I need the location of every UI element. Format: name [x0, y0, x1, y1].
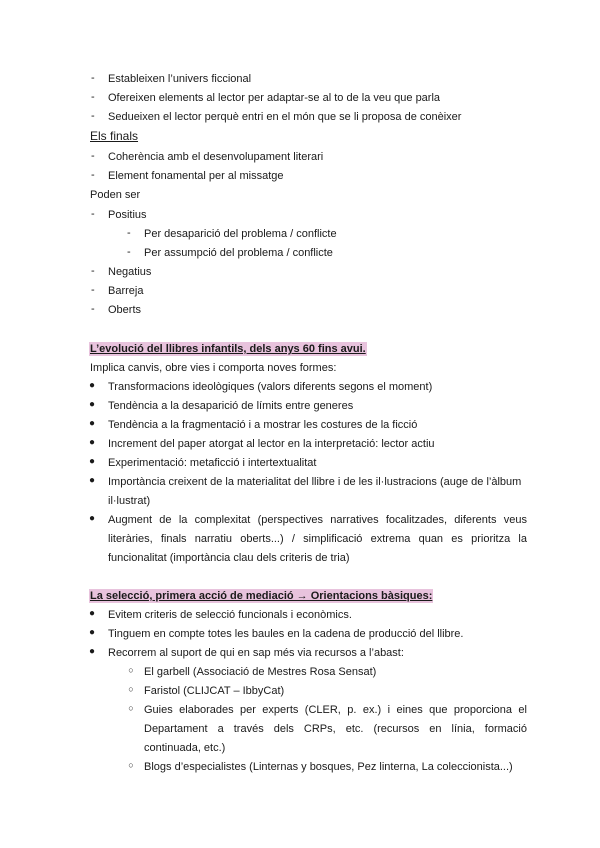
- dash-marker: -: [91, 303, 95, 315]
- bullet-marker: ●: [88, 399, 96, 410]
- circle-marker: ○: [128, 665, 134, 675]
- evolucio-complexitat-line: funcionalitat (importància clau dels criteris de tria): [108, 552, 350, 564]
- bullet-marker: ●: [88, 456, 96, 467]
- dash-marker: -: [91, 284, 95, 296]
- circle-marker: ○: [128, 703, 134, 713]
- evolucio-intro: Implica canvis, obre vies i comporta noves formes:: [90, 362, 337, 374]
- bullet-marker: ●: [88, 513, 96, 524]
- dash-marker: -: [91, 208, 95, 220]
- evolucio-complexitat-line: literàries, finals narratiu oberts...) / simplificació extrema quan es prioritza la: [108, 533, 527, 545]
- evolucio-item: Experimentació: metaficció i intertextualitat: [108, 457, 317, 469]
- dash-marker: -: [91, 150, 95, 162]
- evolucio-item: Tendència a la desaparició de límits entre generes: [108, 400, 354, 412]
- intro-item: Estableixen l’univers ficcional: [108, 73, 252, 85]
- evolucio-heading: L’evolució del llibres infantils, dels anys 60 fins avui.: [90, 343, 366, 355]
- finals-other: Negatius: [108, 266, 152, 278]
- finals-heading: Els finals: [90, 129, 139, 143]
- evolucio-complexitat-line: Augment de la complexitat (perspectives narratives focalitzades, diferents veus: [108, 514, 527, 526]
- circle-marker: ○: [128, 760, 134, 770]
- evolucio-materialitat-line: Importància creixent de la materialitat del llibre i de les il·lustracions (auge de l’àlbum: [108, 476, 522, 488]
- positius-subitem: Per assumpció del problema / conflicte: [144, 247, 333, 259]
- finals-item: Element fonamental per al missatge: [108, 170, 284, 182]
- seleccio-subitem: El garbell (Associació de Mestres Rosa Sensat): [144, 666, 377, 678]
- seleccio-heading: La selecció, primera acció de mediació → Orientacions bàsiques:: [90, 590, 433, 602]
- bullet-marker: ●: [88, 627, 96, 638]
- poden-ser-label: Poden ser: [90, 189, 141, 201]
- dash-marker: -: [91, 169, 95, 181]
- seleccio-guies-line: continuada, etc.): [144, 742, 226, 754]
- evolucio-item: Tendència a la fragmentació i a mostrar les costures de la ficció: [108, 419, 418, 431]
- bullet-marker: ●: [88, 646, 96, 657]
- intro-item: Sedueixen el lector perquè entri en el món que se li proposa de conèixer: [108, 111, 462, 123]
- finals-other: Oberts: [108, 304, 142, 316]
- intro-item: Ofereixen elements al lector per adaptar-se al to de la veu que parla: [108, 92, 441, 104]
- seleccio-guies-line: Guies elaborades per experts (CLER, p. ex.) i eines que proporciona el: [144, 704, 527, 716]
- finals-item: Coherència amb el desenvolupament literari: [108, 151, 324, 163]
- bullet-marker: ●: [88, 380, 96, 391]
- bullet-marker: ●: [88, 475, 96, 486]
- seleccio-item: Evitem criteris de selecció funcionals i econòmics.: [108, 609, 352, 621]
- seleccio-blogs: Blogs d’especialistes (Linternas y bosques, Pez linterna, La coleccionista...): [144, 761, 513, 773]
- evolucio-item: Transformacions ideològiques (valors diferents segons el moment): [108, 381, 433, 393]
- bullet-marker: ●: [88, 608, 96, 619]
- dash-marker: -: [127, 246, 131, 258]
- positius-subitem: Per desaparició del problema / conflicte: [144, 228, 337, 240]
- finals-positius: Positius: [108, 209, 147, 221]
- dash-marker: -: [91, 265, 95, 277]
- dash-marker: -: [91, 72, 95, 84]
- evolucio-item: Increment del paper atorgat al lector en la interpretació: lector actiu: [108, 438, 435, 450]
- evolucio-materialitat-line: il·lustrat): [108, 495, 151, 507]
- dash-marker: -: [91, 110, 95, 122]
- seleccio-subitem: Faristol (CLIJCAT – IbbyCat): [144, 685, 285, 697]
- seleccio-item: Recorrem al suport de qui en sap més via recursos a l’abast:: [108, 647, 404, 659]
- seleccio-item: Tinguem en compte totes les baules en la cadena de producció del llibre.: [108, 628, 464, 640]
- dash-marker: -: [91, 91, 95, 103]
- dash-marker: -: [127, 227, 131, 239]
- bullet-marker: ●: [88, 437, 96, 448]
- seleccio-guies-line: Departament a través dels CRPs, etc. (recursos en línia, formació: [144, 723, 527, 735]
- circle-marker: ○: [128, 684, 134, 694]
- bullet-marker: ●: [88, 418, 96, 429]
- finals-other: Barreja: [108, 285, 144, 297]
